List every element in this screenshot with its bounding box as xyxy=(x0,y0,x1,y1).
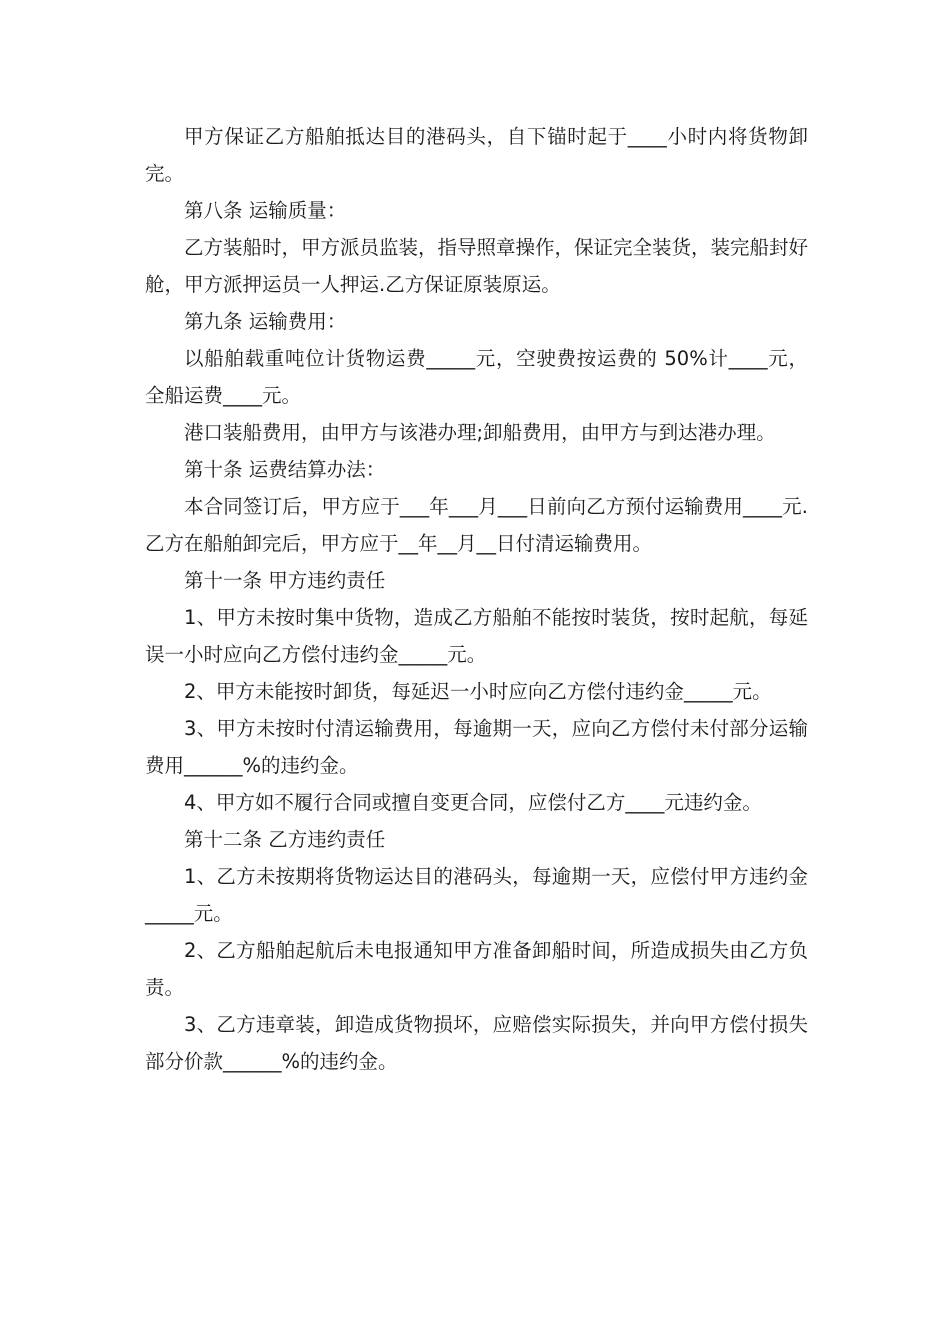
paragraph-transport-quality: 乙方装船时，甲方派员监装，指导照章操作，保证完全装货，装完船封好舱，甲方派押运员一人押运.乙方保证原装原运。 xyxy=(145,236,809,296)
clause-11-1: 1、甲方未按时集中货物，造成乙方船舶不能按时装货，按时起航，每延误一小时应向乙方偿付违约金_____元。 xyxy=(145,606,808,666)
clause-11-3: 3、甲方未按时付清运输费用，每逾期一天，应向乙方偿付未付部分运输费用______%的违约金。 xyxy=(145,717,808,777)
heading-article-12: 第十二条 乙方违约责任 xyxy=(184,828,386,851)
paragraph-unloading-time: 甲方保证乙方船舶抵达目的港码头，自下锚时起于____小时内将货物卸完。 xyxy=(145,125,808,185)
paragraph-settlement: 本合同签订后，甲方应于___年___月___日前向乙方预付运输费用____元.乙方在船舶卸完后，甲方应于__年__月__日付清运输费用。 xyxy=(145,495,808,555)
clause-12-1: 1、乙方未按期将货物运达目的港码头，每逾期一天，应偿付甲方违约金_____元。 xyxy=(145,865,808,925)
document-body xyxy=(145,118,808,1080)
clause-12-3: 3、乙方违章装，卸造成货物损坏，应赔偿实际损失，并向甲方偿付损失部分价款______%的违约金。 xyxy=(145,1013,808,1073)
clause-11-2: 2、甲方未能按时卸货，每延迟一小时应向乙方偿付违约金_____元。 xyxy=(184,680,772,703)
clause-11-4: 4、甲方如不履行合同或擅自变更合同，应偿付乙方____元违约金。 xyxy=(184,791,762,814)
paragraph-port-fees: 港口装船费用，由甲方与该港办理;卸船费用，由甲方与到达港办理。 xyxy=(184,421,776,444)
heading-article-11: 第十一条 甲方违约责任 xyxy=(184,569,386,592)
paragraph-freight-cost: 以船舶载重吨位计货物运费_____元，空驶费按运费的 50%计____元，全船运费____元。 xyxy=(145,347,808,407)
heading-article-9: 第九条 运输费用： xyxy=(184,310,347,333)
clause-12-2: 2、乙方船舶起航后未电报通知甲方准备卸船时间，所造成损失由乙方负责。 xyxy=(145,939,808,999)
heading-article-8: 第八条 运输质量： xyxy=(184,199,347,222)
heading-article-10: 第十条 运费结算办法： xyxy=(184,458,386,481)
